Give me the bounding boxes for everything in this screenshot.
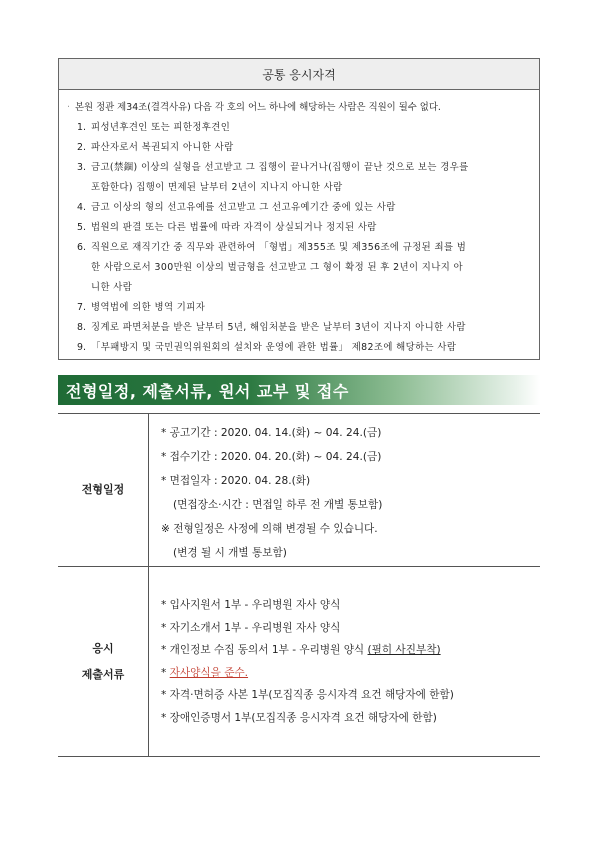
schedule-line-change-notice: ※ 전형일정은 사정에 의해 변경될 수 있습니다. <box>161 523 378 535</box>
qualification-item-number <box>77 178 91 198</box>
document-self-intro: * 자기소개서 1부 - 우리병원 자사 양식 <box>161 621 341 634</box>
qualification-item-text: 포함한다) 집행이 면제된 날부터 2년이 지나지 아니한 사람 <box>91 182 343 193</box>
qualification-item-text: 징계로 파면처분을 받은 날부터 5년, 해임처분을 받은 날부터 3년이 지나지 아니한 사람 <box>91 322 466 333</box>
qualification-item-number: 4. <box>77 202 86 213</box>
qualification-item <box>67 298 529 318</box>
schedule-line-interview: * 면접일자 : 2020. 04. 28.(화) <box>161 475 311 487</box>
qualification-item-text: 파산자로서 복권되지 아니한 사람 <box>91 142 234 153</box>
qualification-item-number <box>77 278 91 298</box>
qualification-item-text: 니한 사람 <box>91 282 133 293</box>
bullet-dot-icon: · <box>67 102 70 113</box>
schedule-label <box>58 414 149 566</box>
form-compliance-note: 자사양식을 준수. <box>169 666 249 679</box>
photo-required-note: (필히 사진부착) <box>367 644 441 656</box>
qualification-item <box>67 198 529 218</box>
documents-label-line1: 응시 <box>92 641 114 655</box>
qualification-body <box>59 90 539 358</box>
schedule-line-interview-note: (면접장소·시간 : 면접일 하루 전 개별 통보함) <box>173 499 383 511</box>
documents-content <box>149 567 540 756</box>
qualification-item-text: 피성년후견인 또는 피한정후견인 <box>91 122 231 133</box>
qualification-item-number: 7. <box>77 302 86 313</box>
qualification-item-number: 9. <box>77 342 86 353</box>
qualification-item-number: 1. <box>77 122 86 133</box>
qualification-intro-text: 본원 정관 제34조(결격사유) 다음 각 호의 어느 하나에 해당하는 사람은 직원이 될수 없다. <box>75 102 441 113</box>
qualification-item-number: 3. <box>77 162 86 173</box>
documents-label <box>58 567 149 756</box>
schedule-label-text: 전형일정 <box>81 483 125 496</box>
qualification-item-text: 직원으로 재직기간 중 직무와 관련하여 「형법」제355조 및 제356조에 규정된 죄를 범 <box>91 242 467 253</box>
qualification-list <box>67 118 529 358</box>
document-disability-cert: * 장애인증명서 1부(모집직종 응시자격 요건 해당자에 한함) <box>161 711 437 724</box>
document-form-notice <box>161 662 540 685</box>
section-title: 전형일정, 제출서류, 원서 교부 및 접수 <box>66 381 349 401</box>
qualification-item <box>67 218 529 238</box>
qualification-item-number: 8. <box>77 322 86 333</box>
qualification-item-number: 6. <box>77 242 86 253</box>
schedule-content <box>149 414 540 566</box>
document-form-bullet: * <box>161 666 170 679</box>
qualification-item-text: 병역법에 의한 병역 기피자 <box>91 302 206 313</box>
schedule-line-change-note: (변경 될 시 개별 통보함) <box>173 547 287 559</box>
qualification-item-number: 2. <box>77 142 86 153</box>
qualification-item <box>67 178 529 198</box>
qualification-item-number <box>77 258 91 278</box>
section-banner <box>58 375 540 405</box>
document-application: * 입사지원서 1부 - 우리병원 자사 양식 <box>161 599 341 611</box>
qualification-item <box>67 258 529 278</box>
schedule-line-reception: * 접수기간 : 2020. 04. 20.(화) ~ 04. 24.(금) <box>161 451 382 463</box>
document-privacy-text: * 개인정보 수집 동의서 1부 - 우리병원 양식 <box>161 644 368 656</box>
qualification-item <box>67 138 529 158</box>
qualification-item-text: 한 사람으로서 300만원 이상의 벌금형을 선고받고 그 형이 확정 된 후 2년이 지나지 아 <box>91 262 464 273</box>
qualification-item <box>67 118 529 138</box>
qualification-item-text: 금고(禁錮) 이상의 실형을 선고받고 그 집행이 끝나거나(집행이 끝난 것으로 보는 경우를 <box>91 162 469 173</box>
qualification-item <box>67 318 529 338</box>
document-license-copy: * 자격·면허증 사본 1부(모집직종 응시자격 요건 해당자에 한함) <box>161 689 454 701</box>
documents-row <box>58 567 540 756</box>
qualification-item <box>67 338 529 358</box>
qualification-item-text: 「부패방지 및 국민권익위원회의 설치와 운영에 관한 법률」 제82조에 해당하는 사람 <box>91 342 457 353</box>
qualification-intro <box>67 98 529 118</box>
qualification-item <box>67 158 529 178</box>
qualification-item <box>67 238 529 258</box>
qualification-item-text: 법원의 판결 또는 다른 법률에 따라 자격이 상실되거나 정지된 사람 <box>91 222 377 233</box>
qualification-item <box>67 278 529 298</box>
documents-label-line2: 제출서류 <box>81 667 125 681</box>
schedule-row <box>58 414 540 567</box>
qualification-item-text: 금고 이상의 형의 선고유예를 선고받고 그 선고유예기간 중에 있는 사람 <box>91 202 396 213</box>
schedule-line-announcement: * 공고기간 : 2020. 04. 14.(화) ~ 04. 24.(금) <box>161 427 382 439</box>
qualification-item-number: 5. <box>77 222 86 233</box>
schedule-table <box>58 413 540 757</box>
document-privacy-consent <box>161 639 540 662</box>
qualification-box <box>58 58 540 360</box>
qualification-title: 공통 응시자격 <box>59 59 539 90</box>
